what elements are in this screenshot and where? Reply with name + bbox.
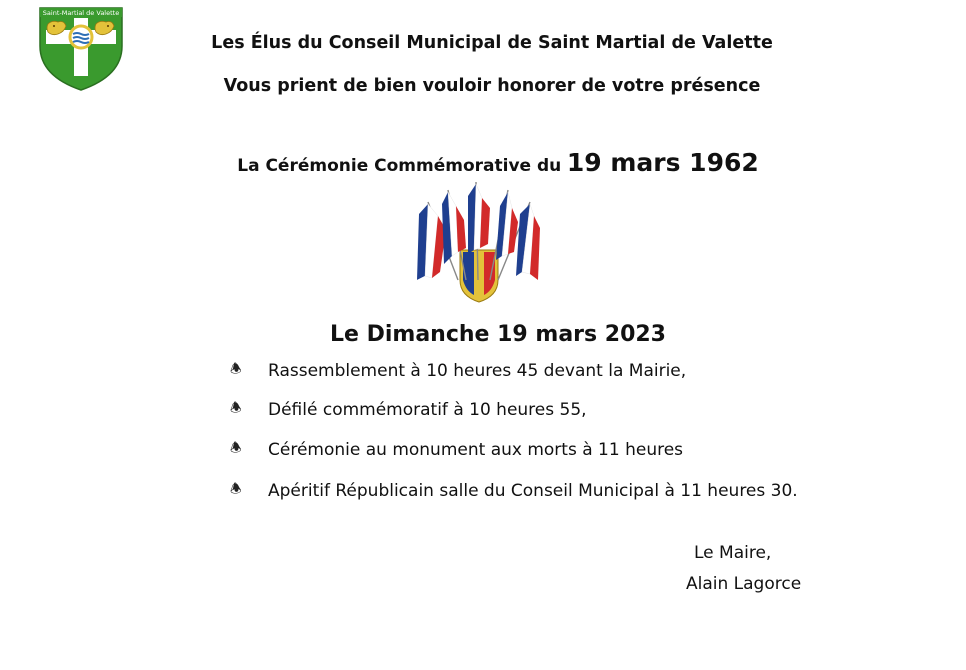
program-item-text: Cérémonie au monument aux morts à 11 heures <box>268 440 684 460</box>
signature-name: Alain Lagorce <box>686 574 802 594</box>
program-item-3 <box>230 439 683 461</box>
program-item-1 <box>230 360 686 382</box>
svg-text:Saint-Martial de Valette: Saint-Martial de Valette <box>42 9 120 17</box>
bullet-icon: 🕭 <box>230 441 242 456</box>
invitation-header-line-1: Les Élus du Conseil Municipal de Saint Martial de Valette <box>211 33 773 53</box>
signature-title: Le Maire, <box>694 543 772 563</box>
program-item-text: Rassemblement à 10 heures 45 devant la Mairie, <box>268 361 687 381</box>
program-item-text: Défilé commémoratif à 10 heures 55, <box>268 400 587 420</box>
program-item-text: Apéritif Républicain salle du Conseil Municipal à 11 heures 30. <box>268 481 798 501</box>
ceremony-title <box>0 148 966 177</box>
program-item-4 <box>230 480 798 502</box>
bullet-icon: 🕭 <box>230 362 242 377</box>
bullet-icon: 🕭 <box>230 482 242 497</box>
program-item-2 <box>230 399 587 421</box>
ceremony-title-date: 19 mars 1962 <box>566 148 759 177</box>
invitation-header-line-2: Vous prient de bien vouloir honorer de votre présence <box>223 76 761 96</box>
french-flags-illustration <box>408 180 548 308</box>
ceremony-title-prefix: La Cérémonie Commémorative du <box>237 156 562 176</box>
event-date-heading: Le Dimanche 19 mars 2023 <box>330 322 666 347</box>
bullet-icon: 🕭 <box>230 401 242 416</box>
